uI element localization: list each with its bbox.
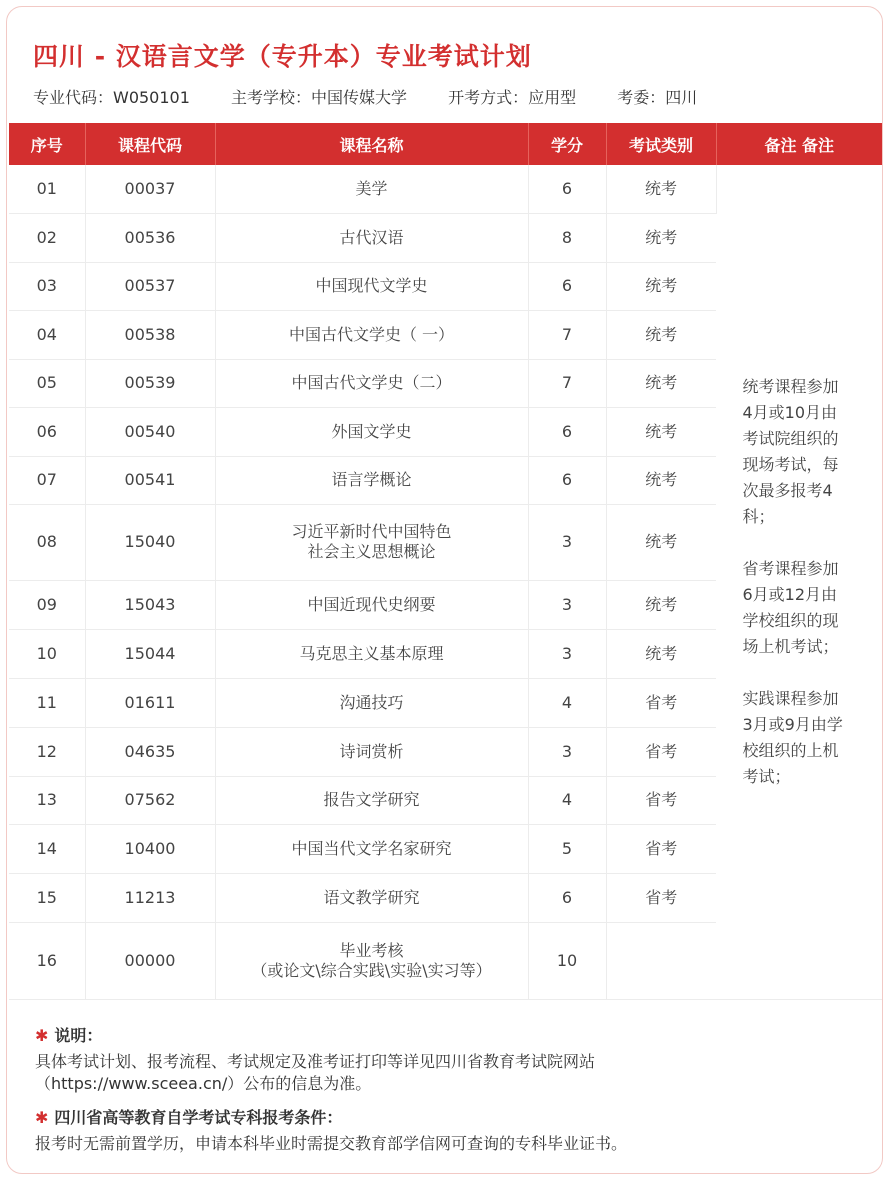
cell-no: 09	[9, 580, 85, 629]
footer-notes	[35, 1025, 865, 1167]
note-paragraph: 省考课程参加 6月或12月由 学校组织的现 场上机考试；	[742, 558, 839, 656]
major-code: 专业代码：W050101	[33, 88, 190, 107]
cell-credit: 3	[528, 504, 606, 580]
meta-line	[33, 85, 733, 108]
cell-name: 马克思主义基本原理	[215, 629, 528, 678]
cell-credit: 5	[528, 824, 606, 873]
notes-cell	[716, 165, 882, 999]
school: 主考学校：中国传媒大学	[231, 88, 408, 107]
cell-credit: 6	[528, 262, 606, 310]
cell-no: 07	[9, 456, 85, 504]
footer-heading-1: ✱ 说明：	[35, 1026, 103, 1045]
cell-no: 16	[9, 922, 85, 999]
cell-credit: 6	[528, 873, 606, 922]
cell-code: 04635	[85, 727, 215, 776]
col-header-code: 课程代码	[85, 123, 215, 165]
cell-name: 毕业考核 （或论文\综合实践\实验\实习等）	[215, 922, 528, 999]
cell-name: 语言学概论	[215, 456, 528, 504]
table-header-row	[9, 123, 882, 165]
cell-name: 中国当代文学名家研究	[215, 824, 528, 873]
page-title: 四川 - 汉语言文学（专升本）专业考试计划	[33, 42, 532, 71]
cell-name: 语文教学研究	[215, 873, 528, 922]
cell-credit: 3	[528, 629, 606, 678]
cell-name: 沟通技巧	[215, 678, 528, 727]
footer-text-1b: （https://www.sceea.cn/）公布的信息为准。	[35, 1074, 372, 1093]
cell-no: 13	[9, 776, 85, 824]
footer-text-1a: 具体考试计划、报考流程、考试规定及准考证打印等详见四川省教育考试院网站	[35, 1052, 596, 1071]
cell-type: 省考	[606, 873, 716, 922]
cell-name: 习近平新时代中国特色 社会主义思想概论	[215, 504, 528, 580]
cell-credit: 6	[528, 456, 606, 504]
cell-type: 统考	[606, 629, 716, 678]
cell-code: 10400	[85, 824, 215, 873]
cell-credit: 6	[528, 165, 606, 213]
cell-credit: 4	[528, 776, 606, 824]
cell-name: 外国文学史	[215, 407, 528, 456]
col-header-name: 课程名称	[215, 123, 528, 165]
cell-type: 统考	[606, 580, 716, 629]
note-paragraph: 统考课程参加 4月或10月由 考试院组织的 现场考试，每 次最多报考4 科；	[742, 376, 839, 526]
cell-code: 15044	[85, 629, 215, 678]
cell-no: 03	[9, 262, 85, 310]
cell-credit: 10	[528, 922, 606, 999]
cell-no: 06	[9, 407, 85, 456]
cell-code: 07562	[85, 776, 215, 824]
asterisk-icon: ✱	[35, 1108, 49, 1127]
col-header-credit: 学分	[528, 123, 606, 165]
cell-code: 00537	[85, 262, 215, 310]
col-header-type: 考试类别	[606, 123, 716, 165]
cell-code: 00538	[85, 310, 215, 359]
cell-no: 04	[9, 310, 85, 359]
cell-type: 统考	[606, 407, 716, 456]
cell-no: 02	[9, 213, 85, 262]
cell-name: 美学	[215, 165, 528, 213]
cell-credit: 7	[528, 359, 606, 407]
committee: 考委：四川	[617, 88, 698, 107]
cell-type: 统考	[606, 456, 716, 504]
cell-no: 08	[9, 504, 85, 580]
footer-text-2: 报考时无需前置学历，申请本科毕业时需提交教育部学信网可查询的专科毕业证书。	[35, 1134, 628, 1153]
col-header-no: 序号	[9, 123, 85, 165]
exam-mode: 开考方式：应用型	[448, 88, 577, 107]
cell-code: 01611	[85, 678, 215, 727]
cell-type: 省考	[606, 824, 716, 873]
cell-code: 00541	[85, 456, 215, 504]
cell-code: 15043	[85, 580, 215, 629]
cell-no: 15	[9, 873, 85, 922]
cell-type: 统考	[606, 213, 716, 262]
footer-heading-2: ✱ 四川省高等教育自学考试专科报考条件：	[35, 1108, 343, 1127]
cell-type: 省考	[606, 678, 716, 727]
cell-credit: 3	[528, 580, 606, 629]
cell-credit: 4	[528, 678, 606, 727]
cell-code: 00539	[85, 359, 215, 407]
cell-type: 统考	[606, 262, 716, 310]
cell-no: 11	[9, 678, 85, 727]
cell-type: 统考	[606, 310, 716, 359]
cell-type: 统考	[606, 165, 716, 213]
cell-type	[606, 922, 716, 999]
cell-code: 00540	[85, 407, 215, 456]
exam-plan-table	[9, 123, 882, 1000]
cell-no: 12	[9, 727, 85, 776]
cell-type: 省考	[606, 776, 716, 824]
cell-credit: 3	[528, 727, 606, 776]
cell-name: 中国近现代史纲要	[215, 580, 528, 629]
cell-type: 省考	[606, 727, 716, 776]
cell-code: 00000	[85, 922, 215, 999]
cell-name: 中国古代文学史（二）	[215, 359, 528, 407]
cell-code: 00536	[85, 213, 215, 262]
cell-name: 报告文学研究	[215, 776, 528, 824]
asterisk-icon: ✱	[35, 1026, 49, 1045]
cell-credit: 7	[528, 310, 606, 359]
cell-type: 统考	[606, 359, 716, 407]
cell-name: 诗词赏析	[215, 727, 528, 776]
cell-code: 00037	[85, 165, 215, 213]
col-header-notes: 备注 备注	[716, 123, 882, 165]
cell-no: 05	[9, 359, 85, 407]
exam-plan-card	[6, 6, 883, 1174]
cell-name: 古代汉语	[215, 213, 528, 262]
cell-name: 中国现代文学史	[215, 262, 528, 310]
cell-name: 中国古代文学史（ 一）	[215, 310, 528, 359]
cell-no: 14	[9, 824, 85, 873]
cell-credit: 6	[528, 407, 606, 456]
cell-credit: 8	[528, 213, 606, 262]
note-paragraph: 实践课程参加 3月或9月由学 校组织的上机 考试；	[742, 688, 843, 786]
cell-code: 15040	[85, 504, 215, 580]
cell-no: 10	[9, 629, 85, 678]
cell-no: 01	[9, 165, 85, 213]
table-row	[9, 165, 882, 213]
cell-type: 统考	[606, 504, 716, 580]
cell-code: 11213	[85, 873, 215, 922]
